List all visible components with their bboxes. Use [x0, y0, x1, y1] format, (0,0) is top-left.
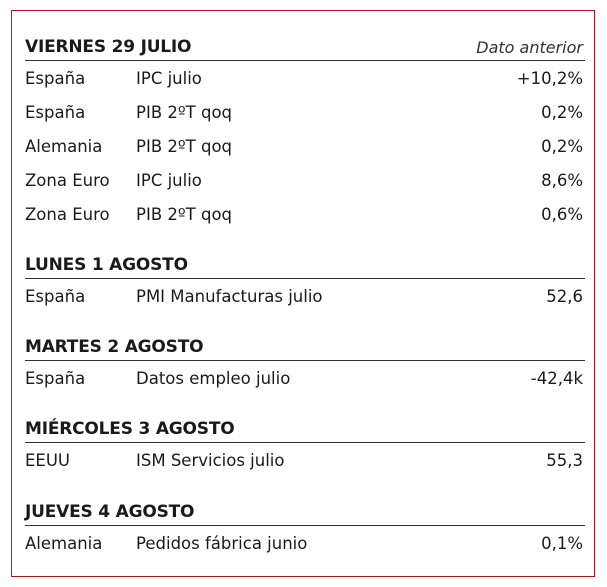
value-cell: 55,3 [546, 450, 583, 470]
indicator-cell: IPC julio [136, 68, 202, 88]
indicator-cell: PIB 2ºT qoq [136, 102, 233, 122]
indicator-cell: PMI Manufacturas julio [136, 286, 323, 306]
economic-calendar-table [11, 10, 595, 577]
value-cell: 0,6% [541, 204, 583, 224]
indicator-cell: ISM Servicios julio [136, 450, 285, 470]
table-row [25, 526, 585, 560]
country-cell: EEUU [25, 450, 71, 470]
country-cell: España [25, 68, 86, 88]
previous-value-header: Dato anterior [476, 38, 583, 57]
country-cell: España [25, 286, 86, 306]
country-cell: Zona Euro [25, 204, 110, 224]
table-row [25, 279, 585, 313]
value-cell: 52,6 [546, 286, 583, 306]
table-row [25, 129, 585, 163]
country-cell: España [25, 102, 86, 122]
table-row [25, 95, 585, 129]
country-cell: Zona Euro [25, 170, 110, 190]
day-section-miercoles [25, 411, 585, 477]
section-title: LUNES 1 AGOSTO [25, 255, 188, 275]
section-title: JUEVES 4 AGOSTO [25, 502, 195, 522]
section-header [25, 247, 585, 279]
indicator-cell: IPC julio [136, 170, 202, 190]
country-cell: España [25, 368, 86, 388]
day-section-martes [25, 329, 585, 395]
value-cell: 0,1% [541, 533, 583, 553]
section-header [25, 411, 585, 443]
country-cell: Alemania [25, 136, 103, 156]
day-section-jueves [25, 494, 585, 560]
indicator-cell: PIB 2ºT qoq [136, 204, 233, 224]
table-row [25, 361, 585, 395]
section-header [25, 329, 585, 361]
value-cell: +10,2% [516, 68, 583, 88]
indicator-cell: Pedidos fábrica junio [136, 533, 308, 553]
section-header [25, 29, 585, 61]
table-row [25, 163, 585, 197]
table-row [25, 197, 585, 231]
value-cell: 8,6% [541, 170, 583, 190]
section-title: MIÉRCOLES 3 AGOSTO [25, 419, 235, 439]
day-section-lunes [25, 247, 585, 313]
section-title: MARTES 2 AGOSTO [25, 337, 204, 357]
section-header [25, 494, 585, 526]
value-cell: 0,2% [541, 102, 583, 122]
indicator-cell: Datos empleo julio [136, 368, 291, 388]
day-section-viernes [25, 29, 585, 231]
country-cell: Alemania [25, 533, 103, 553]
table-row [25, 443, 585, 477]
indicator-cell: PIB 2ºT qoq [136, 136, 233, 156]
value-cell: -42,4k [530, 368, 583, 388]
section-title: VIERNES 29 JULIO [25, 37, 192, 57]
table-row [25, 61, 585, 95]
value-cell: 0,2% [541, 136, 583, 156]
